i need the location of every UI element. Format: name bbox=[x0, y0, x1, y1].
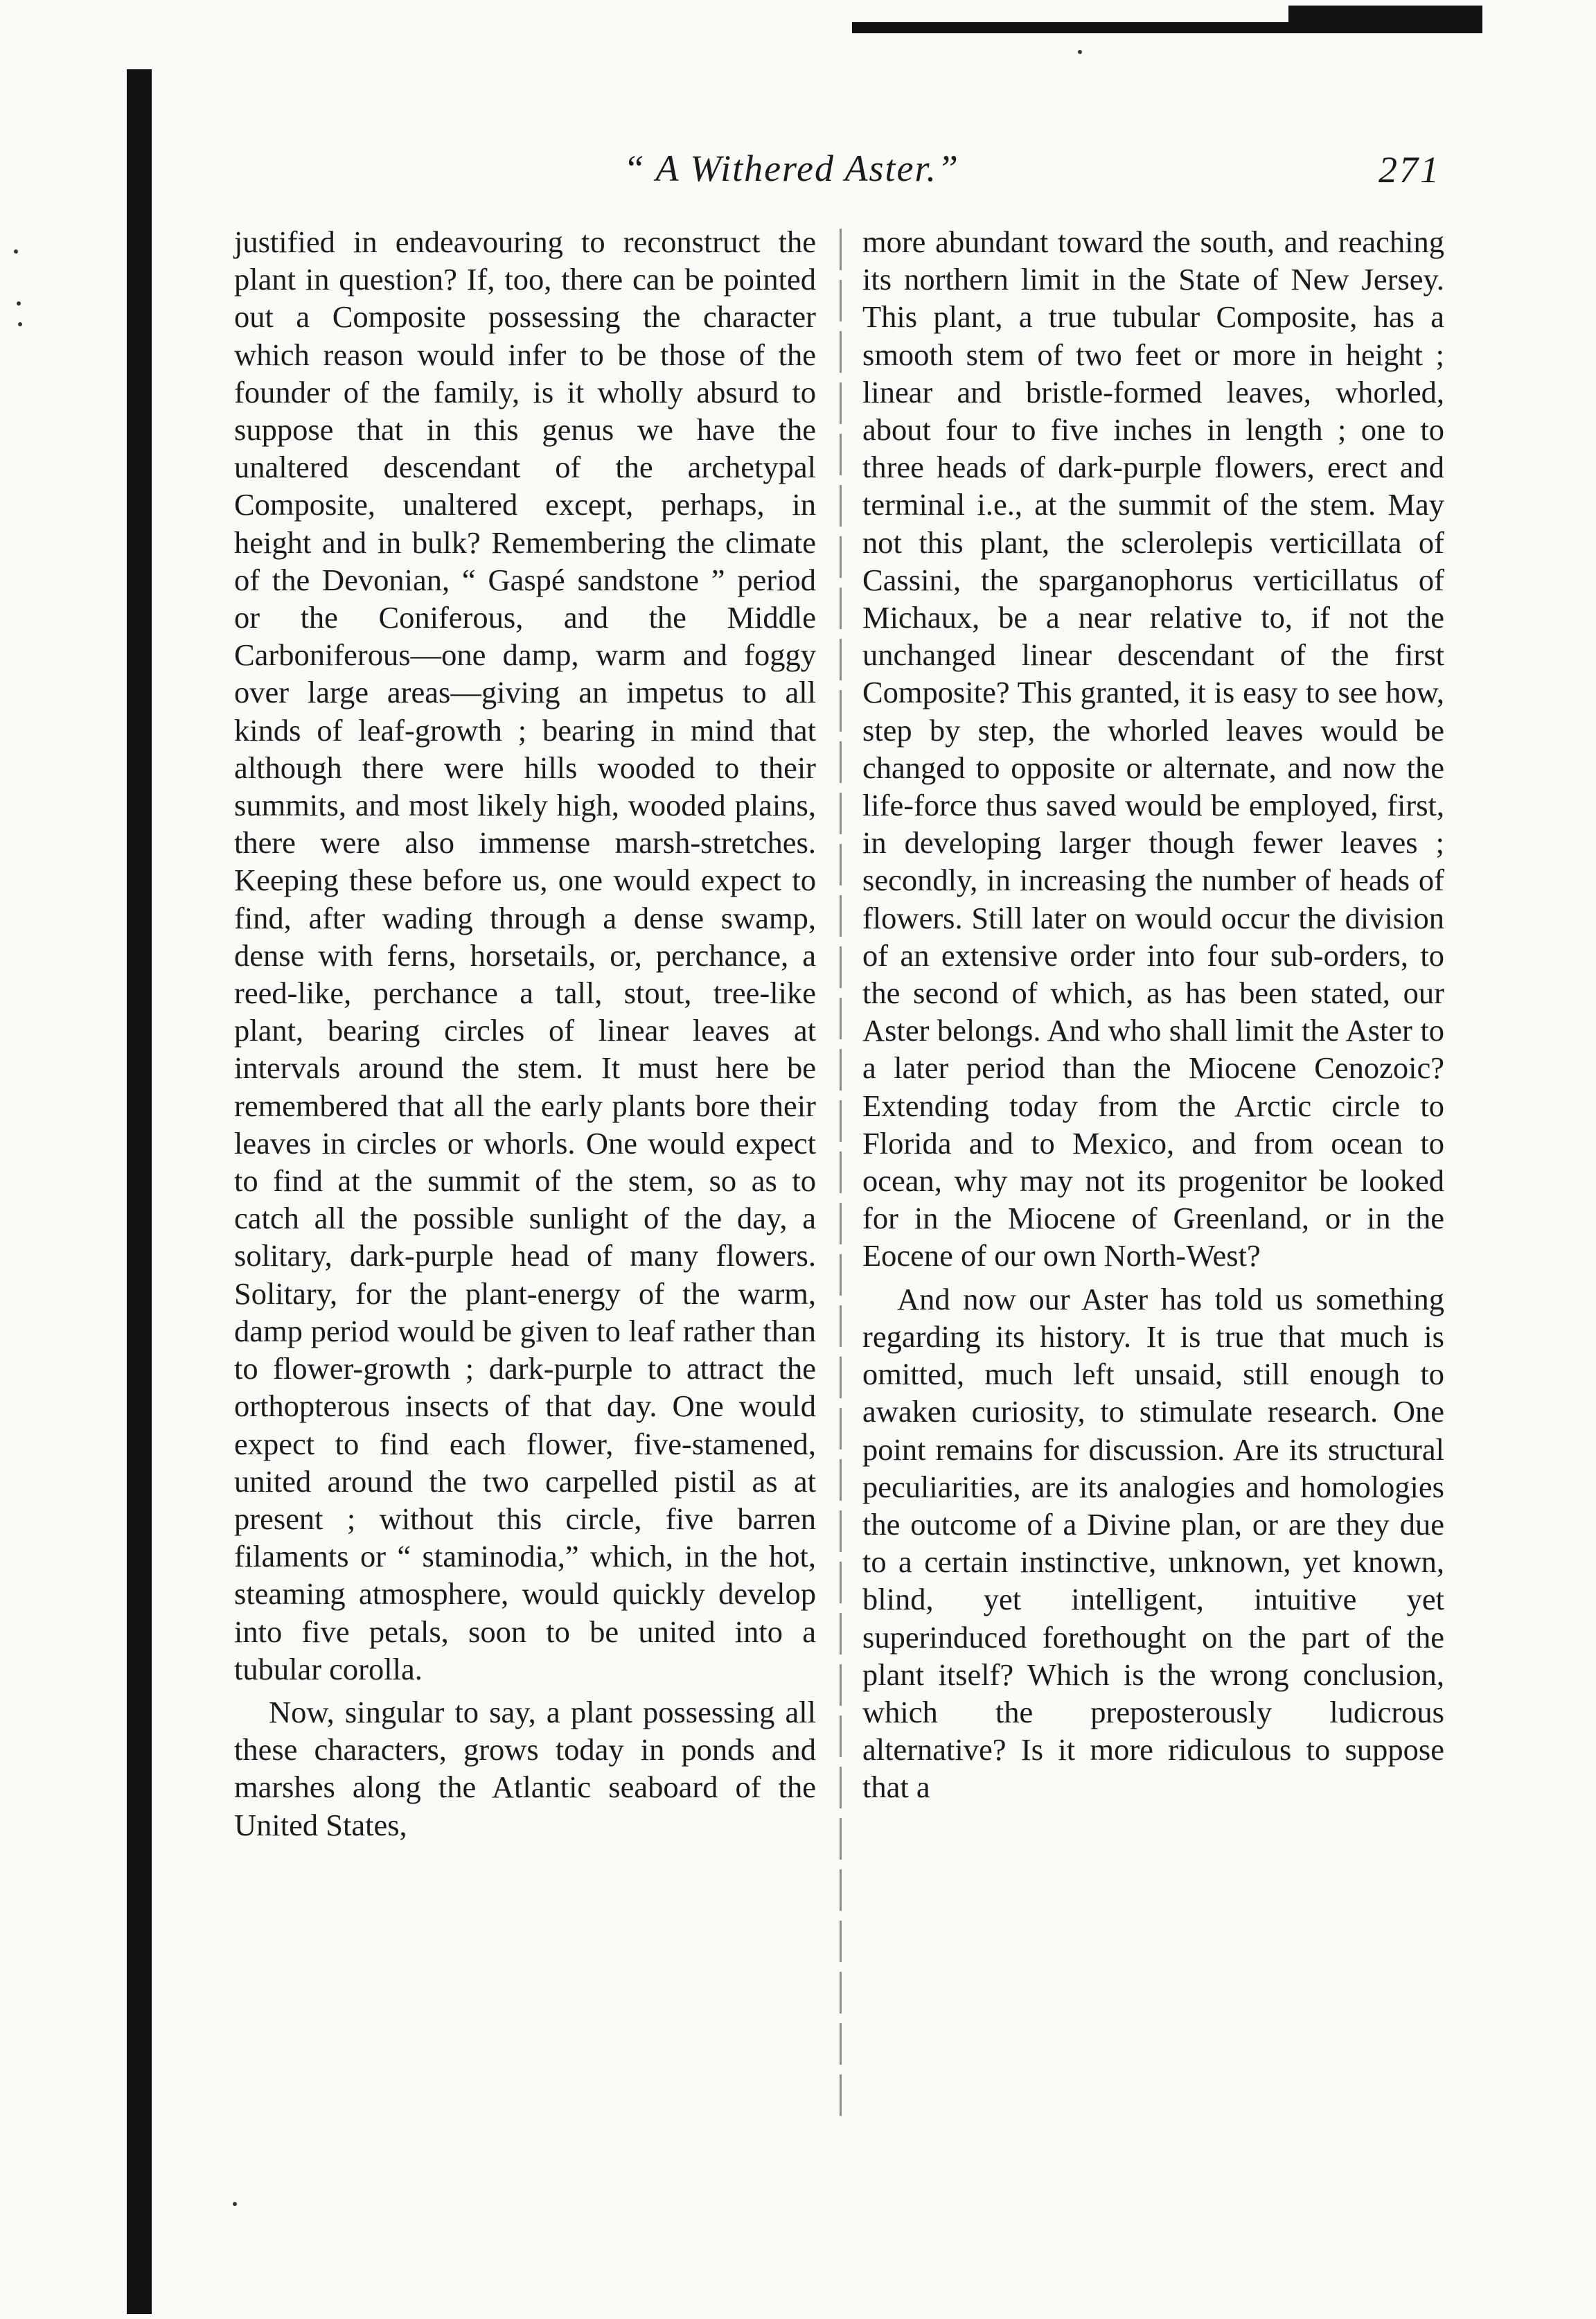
column-gutter-line bbox=[840, 229, 842, 2117]
right-paragraph-2: And now our Aster has told us something regarding its history. It is true that much is omitted, much left unsaid, still enough to awaken curiosity, to stimulate research. One point remains for discussion. Are its structural peculiarities, are its analogies and homologies the outcome of a Divine plan, or are they due to a certain instinctive, unknown, yet known, blind, yet intelligent, intuitive yet superinduced forethought on the part of the plant itself? Which is the wrong conclusion, which the preposterously ludicrous alternative? Is it more ridiculous to suppose that a bbox=[862, 1281, 1444, 1805]
right-column bbox=[862, 223, 1444, 1806]
left-paragraph-1: justified in endeavouring to reconstruct the plant in question? If, too, there can be pointed out a Composite possessing the character which reason would infer to be those of the founder of the family, is it wholly absurd to suppose that in this genus we have the unaltered descendant of the archetypal Composite, unaltered except, perhaps, in height and in bulk? Remembering the climate of the Devonian, “ Gaspé sandstone ” period or the Coniferous, and the Middle Carboniferous—one damp, warm and foggy over large areas—giving an impetus to all kinds of leaf-growth ; bearing in mind that although there were hills wooded to their summits, and most likely high, wooded plains, there were also immense marsh-stretches. Keeping these before us, one would expect to find, after wading through a dense swamp, dense with ferns, horsetails, or, perchance, a reed-like, perchance a tall, stout, tree-like plant, bearing circles of linear leaves at intervals around the stem. It must here be remembered that all the early plants bore their leaves in circles or whorls. One would expect to find at the summit of the stem, so as to catch all the possible sunlight of the day, a solitary, dark-purple head of many flowers. Solitary, for the plant-energy of the warm, damp period would be given to leaf rather than to flower-growth ; dark-purple to attract the orthopterous insects of that day. One would expect to find each flower, five-stamened, united around the two carpelled pistil as at present ; without this circle, five barren filaments or “ staminodia,” which, in the hot, steaming atmosphere, would quickly develop into five petals, soon to be united into a tubular corolla. bbox=[234, 224, 816, 1686]
page-number: 271 bbox=[1378, 149, 1441, 191]
right-paragraph-1: more abundant toward the south, and reaching its northern limit in the State of New Jersey. This plant, a true tubular Composite, has a smooth stem of two feet or more in height ; linear and bristle-formed leaves, whorled, about four to five inches in length ; one to three heads of dark-purple flowers, erect and terminal i.e., at the summit of the stem. May not this plant, the sclerolepis verticillata of Cassini, the sparganophorus verticillatus of Michaux, be a near relative to, if not the unchanged linear descendant of the first Composite? This granted, it is easy to see how, step by step, the whorled leaves would be changed to opposite or alternate, and now the life-force thus saved would be employed, first, in developing larger though fewer leaves ; secondly, in increasing the number of heads of flowers. Still later on would occur the division of an extensive order into four sub-orders, to the second of which, as has been stated, our Aster belongs. And who shall limit the Aster to a later period than the Miocene Cenozoic? Extending today from the Arctic circle to Florida and to Mexico, and from ocean to ocean, why may not its progenitor be looked for in the Miocene of Greenland, or in the Eocene of our own North-West? bbox=[862, 224, 1444, 1273]
left-paragraph-2: Now, singular to say, a plant possessing all these characters, grows today in ponds and marshes along the Atlantic seaboard of the United States, bbox=[234, 1694, 816, 1842]
running-head-title: “ A Withered Aster.” bbox=[623, 148, 960, 189]
left-column bbox=[234, 223, 816, 1844]
top-scan-edge bbox=[852, 6, 1482, 33]
left-scan-edge bbox=[127, 69, 152, 2314]
